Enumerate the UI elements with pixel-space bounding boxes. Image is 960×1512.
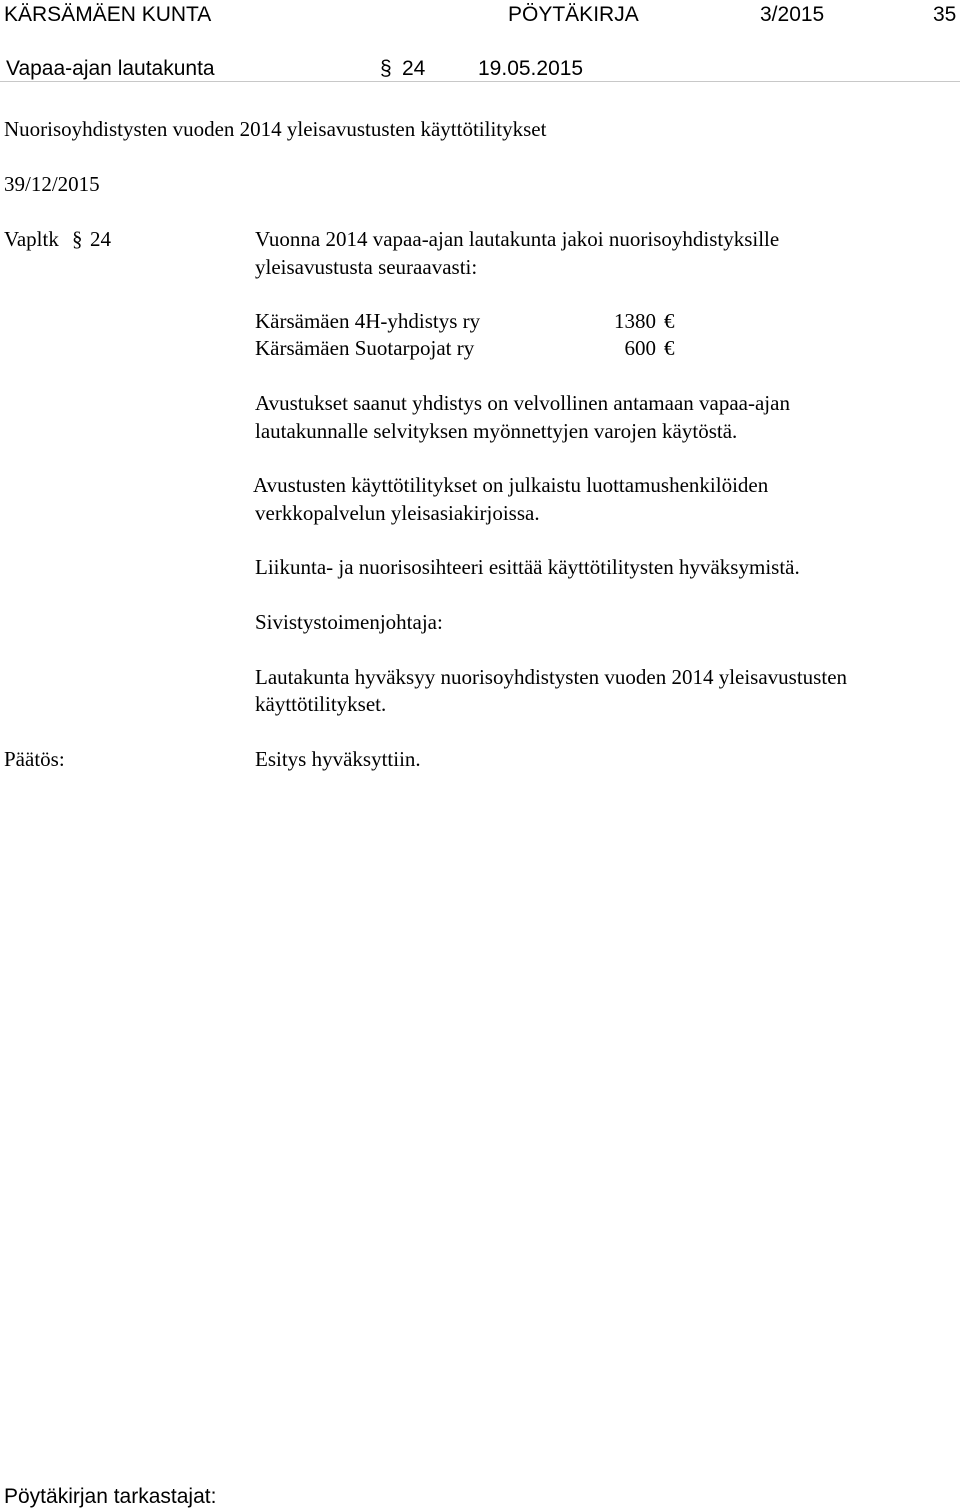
page-number: 35: [933, 3, 957, 26]
municipality-name: KÄRSÄMÄEN KUNTA: [4, 3, 212, 26]
reference-section-mark: §: [72, 227, 83, 251]
reference-label: Vapltk: [4, 227, 59, 251]
item-title: Nuorisoyhdistysten vuoden 2014 yleisavustusten käyttötilitykset: [4, 117, 547, 141]
paragraph-2-line-2: verkkopalvelun yleisasiakirjoissa.: [255, 501, 540, 525]
record-id: 39/12/2015: [4, 172, 100, 196]
section-mark: §: [380, 57, 392, 80]
intro-line-2: yleisavustusta seuraavasti:: [255, 255, 478, 279]
decision-label: Päätös:: [4, 747, 65, 771]
document-number: 3/2015: [760, 3, 825, 26]
grant-recipient-2: Kärsämäen Suotarpojat ry: [255, 336, 475, 360]
decision-text: Esitys hyväksyttiin.: [255, 747, 421, 771]
grant-currency-2: €: [664, 336, 675, 360]
reviewers-label: Pöytäkirjan tarkastajat:: [4, 1485, 217, 1508]
meeting-date: 19.05.2015: [478, 57, 584, 80]
grant-currency-1: €: [664, 309, 675, 333]
grant-recipient-1: Kärsämäen 4H-yhdistys ry: [255, 309, 481, 333]
header-divider: [0, 81, 960, 82]
section-number: 24: [402, 57, 426, 80]
reference-number: 24: [90, 227, 111, 251]
proposal-line-1: Lautakunta hyväksyy nuorisoyhdistysten vuoden 2014 yleisavustusten: [255, 665, 848, 689]
grant-amount-2: 600: [624, 336, 656, 360]
grant-amount-1: 1380: [614, 309, 656, 333]
paragraph-2-line-1: Avustusten käyttötilitykset on julkaistu luottamushenkilöiden: [253, 473, 769, 497]
document-type: PÖYTÄKIRJA: [508, 3, 639, 26]
paragraph-1-line-2: lautakunnalle selvityksen myönnettyjen varojen käytöstä.: [255, 419, 738, 443]
board-name: Vapaa-ajan lautakunta: [6, 57, 215, 80]
intro-line-1: Vuonna 2014 vapaa-ajan lautakunta jakoi nuorisoyhdistyksille: [255, 227, 780, 251]
proposer-label: Sivistystoimenjohtaja:: [255, 610, 443, 634]
paragraph-1-line-1: Avustukset saanut yhdistys on velvollinen antamaan vapaa-ajan: [255, 391, 790, 415]
proposal-line-2: käyttötilitykset.: [255, 692, 387, 716]
paragraph-3: Liikunta- ja nuorisosihteeri esittää käyttötilitysten hyväksymistä.: [255, 555, 800, 579]
